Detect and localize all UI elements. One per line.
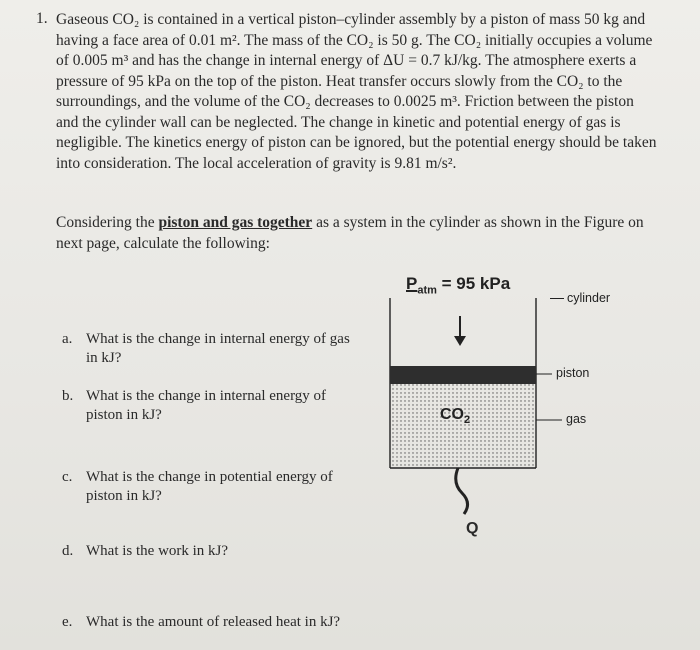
pressure-arrow-head xyxy=(454,336,466,346)
figure-drawing xyxy=(380,268,680,558)
question-number: 1. xyxy=(36,10,48,27)
question-intro: Gaseous CO₂ is contained in a vertical piston–cylinder assembly by a piston of mass 50 kg and having a face area of 0.01 m². The mass of the CO₂ is 50 g. The CO₂ initially occupies a volume of 0.005 m³ and has the change in internal energy of ΔU = 0.7 kJ/kg. The atmosphere exerts a pressure of 95 kPa on the top of the piston. Heat transfer occurs slowly from the CO₂ to the surroundings, and the volume of the CO₂ decreases to 0.0025 m³. Friction between the piston and the cylinder wall can be neglected. The change in kinetic and potential energy of gas is negligible. The kinetics energy of piston can be ignored, but the potential energy should be taken into consideration. The local acceleration of gravity is 9.81 m/s². xyxy=(56,11,657,172)
considering-paragraph xyxy=(56,213,660,254)
subquestion-label: d. xyxy=(62,543,74,559)
subquestion-label: a. xyxy=(62,331,73,347)
heat-transfer-line xyxy=(456,468,468,514)
co2-label: $CO_2$ xyxy=(440,406,471,427)
subquestion-text: What is the change in internal energy of gas in kJ? xyxy=(86,331,350,366)
considering-prefix: Considering the xyxy=(56,214,159,231)
piston-label: piston xyxy=(556,366,590,380)
subquestion-label: c. xyxy=(62,469,73,485)
piston xyxy=(390,366,536,384)
piston-cylinder-figure xyxy=(380,268,680,558)
heat-q-label: Q xyxy=(466,520,479,537)
considering-suffix: as a system in the cylinder as shown in the Figure on next page, calculate the following: xyxy=(56,214,644,252)
subquestion-text: What is the work in kJ? xyxy=(86,543,229,559)
cylinder-label: cylinder xyxy=(550,291,610,305)
gas-label: gas xyxy=(566,412,587,426)
subquestion-label: e. xyxy=(62,614,73,630)
atmospheric-pressure-label: $P_{atm} = 95$ kPa xyxy=(406,274,511,297)
subquestion-label: b. xyxy=(62,388,74,404)
subquestion-text: What is the amount of released heat in kJ? xyxy=(86,614,341,630)
subquestion-text: What is the change in potential energy of piston in kJ? xyxy=(86,469,333,504)
subquestion-text: What is the change in internal energy of piston in kJ? xyxy=(86,388,327,423)
considering-emphasis: piston and gas together xyxy=(158,214,313,231)
